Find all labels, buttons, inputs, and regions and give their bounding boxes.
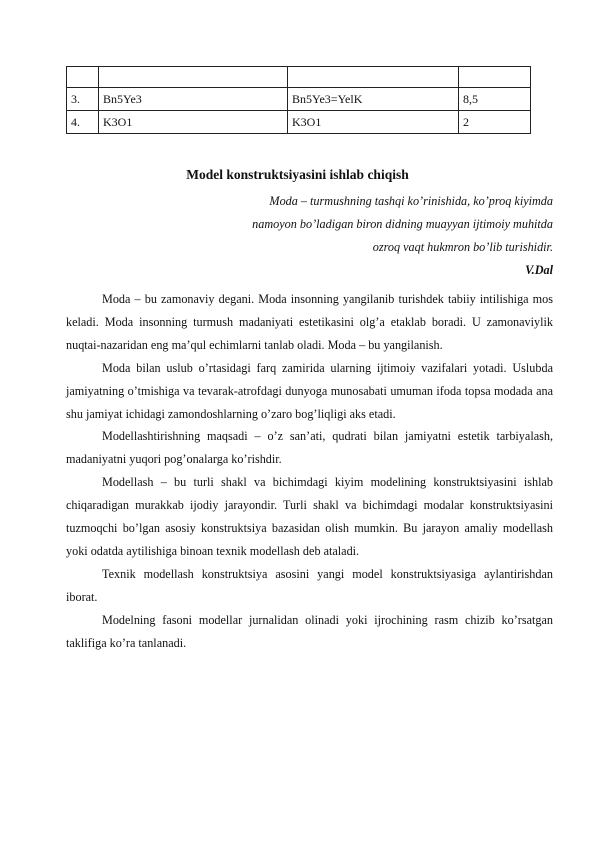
- epigraph-line: Moda – turmushning tashqi ko’rinishida, ko’proq kiyimda: [269, 194, 553, 208]
- paragraph: Modelning fasoni modellar jurnalidan olinadi yoki ijrochining rasm chizib ko’rsatgan taklifiga ko’ra tanlanadi.: [66, 612, 553, 650]
- paragraph: Moda bilan uslub o’rtasidagi farq zamirida ularning ijtimoiy vazifalari yotadi. Uslubda jamiyatning o’tmishiga va tevarak-atrofdagi dunyoga munosabati umuman ifoda topsa modada ana shu jamiyat ichidagi zamondoshlarning o’zaro bog’liqligi aks etadi.: [66, 360, 553, 421]
- epigraph-line: namoyon bo’ladigan biron didning muayyan ijtimoiy muhitda: [252, 217, 553, 231]
- paragraph: Modellash – bu turli shakl va bichimdagi kiyim modelining konstruktsiyasini ishlab chiqaradigan murakkab ijodiy jarayondir. Turli shakl va bichimdagi modalar konstruktsiyasini tuzmoqchi bo’lgan asosiy konstruktsiya bazasidan olish mumkin. Bu jarayon amaliy modellash yoki odatda aytilishiga binoan texnik modellash deb ataladi.: [66, 475, 553, 558]
- section-title: Model konstruktsiyasini ishlab chiqish: [186, 167, 409, 182]
- table-row: [67, 111, 531, 134]
- table-cell-name: [99, 67, 288, 88]
- table-cell-name: K3O1: [99, 111, 288, 134]
- epigraph-line: ozroq vaqt hukmron bo’lib turishidir.: [372, 240, 553, 254]
- table-cell-name: Bn5Ye3: [99, 88, 288, 111]
- table-cell-formula: K3O1: [288, 111, 459, 134]
- paragraph: Moda – bu zamonaviy degani. Moda insonning yangilanib turishdek tabiiy intilishiga mos keladi. Moda insonning turmush madaniyati estetikasini olg’a etaklab boradi. U zamonaviylik nuqtai-nazaridan eng ma’qul echimlarni tanlab oladi. Moda – bu yangilanish.: [66, 292, 553, 352]
- epigraph: [133, 190, 553, 282]
- table-row: [67, 67, 531, 88]
- table-cell-value: [459, 67, 531, 88]
- epigraph-author: V.Dal: [525, 263, 553, 277]
- table-row: [67, 88, 531, 111]
- paragraph: Texnik modellash konstruktsiya asosini yangi model konstruktsiyasiga aylantirishdan iborat.: [66, 566, 553, 604]
- table-cell-number: 4.: [67, 111, 99, 134]
- table-cell-number: 3.: [67, 88, 99, 111]
- table-cell-number: [67, 67, 99, 88]
- data-table: [66, 66, 531, 134]
- table-cell-value: 2: [459, 111, 531, 134]
- table-cell-value: 8,5: [459, 88, 531, 111]
- body-text: [66, 288, 553, 655]
- paragraph: Modellashtirishning maqsadi – o’z san’ati, qudrati bilan jamiyatni estetik tarbiyalash, madaniyatni yuqori pog’onalarga ko’rishdir.: [66, 429, 553, 467]
- table-cell-formula: [288, 67, 459, 88]
- table-cell-formula: Bn5Ye3=YelK: [288, 88, 459, 111]
